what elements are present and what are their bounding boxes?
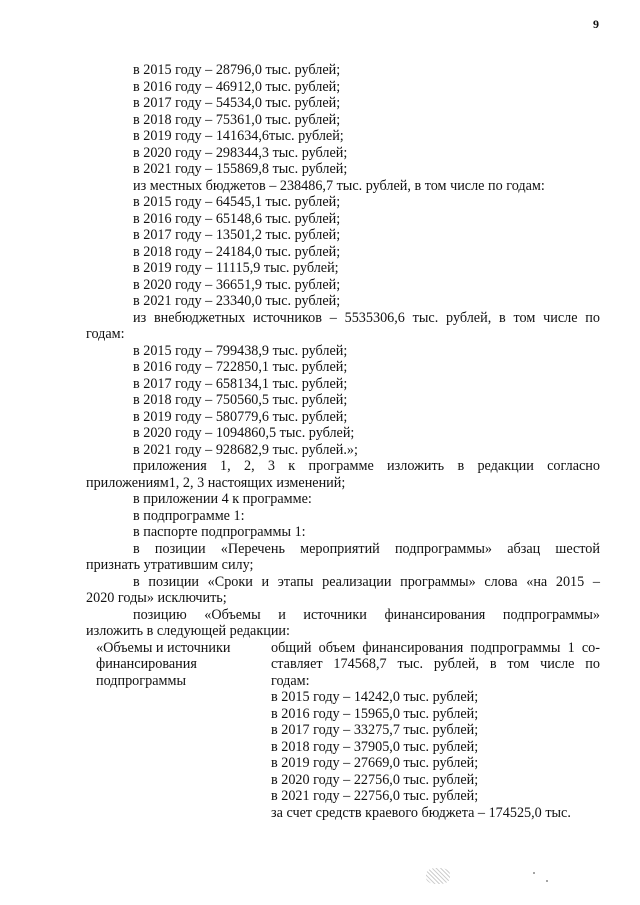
list-item: в 2018 году – 37905,0 тыс. рублей; bbox=[271, 738, 479, 755]
list-item: в 2015 году – 64545,1 тыс. рублей; bbox=[133, 194, 341, 210]
table-label-line: подпрограммы bbox=[96, 672, 186, 689]
list-item: в 2017 году – 658134,1 тыс. рублей; bbox=[133, 375, 348, 392]
list-item: в 2015 году – 14242,0 тыс. рублей; bbox=[271, 689, 479, 705]
scan-dot bbox=[546, 880, 548, 882]
list-item: в 2015 году – 799438,9 тыс. рублей; bbox=[133, 342, 348, 359]
list-item: в 2021 году – 23340,0 тыс. рублей; bbox=[133, 293, 341, 309]
list-item: в 2019 году – 580779,6 тыс. рублей; bbox=[133, 408, 348, 425]
table-label-line: финансирования bbox=[96, 656, 197, 672]
measures-paragraph-continued: признать утратившим силу; bbox=[86, 557, 254, 573]
scan-smudge bbox=[426, 868, 450, 884]
list-item: в 2016 году – 15965,0 тыс. рублей; bbox=[271, 705, 479, 722]
extrabudget-header-continued: годам: bbox=[86, 326, 125, 342]
scan-dot bbox=[533, 872, 535, 874]
funding-table-value bbox=[271, 640, 600, 822]
passport-paragraph: в паспорте подпрограммы 1: bbox=[133, 524, 306, 540]
local-budget-header: из местных бюджетов – 238486,7 тыс. рублей, в том числе по годам: bbox=[133, 177, 545, 194]
page-number: 9 bbox=[593, 17, 599, 31]
table-label-line: «Объемы и источники bbox=[96, 639, 231, 656]
list-item: в 2016 году – 46912,0 тыс. рублей; bbox=[133, 78, 341, 95]
list-item: в 2017 году – 54534,0 тыс. рублей; bbox=[133, 95, 341, 111]
list-item: в 2020 году – 298344,3 тыс. рублей; bbox=[133, 144, 348, 161]
terms-paragraph-continued: 2020 годы» исключить; bbox=[86, 590, 227, 606]
funding-table-label bbox=[86, 640, 271, 822]
table-total-line: общий объем финансирования подпрограммы 1 со- bbox=[271, 639, 600, 656]
list-item: в 2021 году – 22756,0 тыс. рублей; bbox=[271, 788, 479, 804]
extrabudget-header: из внебюджетных источников – 5535306,6 тыс. рублей, в том числе по bbox=[133, 309, 600, 326]
volumes-paragraph: позицию «Объемы и источники финансирования подпрограммы» bbox=[133, 606, 600, 623]
regional-budget-list bbox=[86, 62, 600, 178]
document-body bbox=[86, 62, 600, 821]
list-item: в 2018 году – 24184,0 тыс. рублей; bbox=[133, 243, 341, 260]
list-item: в 2015 году – 28796,0 тыс. рублей; bbox=[133, 62, 341, 78]
appendix4-paragraph: в приложении 4 к программе: bbox=[133, 491, 312, 507]
list-item: в 2019 году – 141634,6тыс. рублей; bbox=[133, 128, 344, 144]
local-budget-list bbox=[86, 194, 600, 310]
list-item: в 2017 году – 33275,7 тыс. рублей; bbox=[271, 722, 479, 738]
list-item: в 2017 году – 13501,2 тыс. рублей; bbox=[133, 227, 341, 243]
list-item: в 2018 году – 750560,5 тыс. рублей; bbox=[133, 392, 348, 408]
appendix-paragraph: приложения 1, 2, 3 к программе изложить в редакции согласно bbox=[133, 458, 600, 474]
list-item: в 2016 году – 722850,1 тыс. рублей; bbox=[133, 359, 348, 375]
list-item: в 2019 году – 11115,9 тыс. рублей; bbox=[133, 260, 339, 276]
list-item: в 2018 году – 75361,0 тыс. рублей; bbox=[133, 111, 341, 128]
funding-table bbox=[86, 640, 600, 822]
list-item: в 2021 году – 155869,8 тыс. рублей; bbox=[133, 161, 348, 177]
appendix-paragraph-continued: приложениям1, 2, 3 настоящих изменений; bbox=[86, 474, 346, 491]
table-total-line: годам: bbox=[271, 672, 310, 689]
list-item: в 2020 году – 36651,9 тыс. рублей; bbox=[133, 276, 341, 293]
table-total-line: ставляет 174568,7 тыс. рублей, в том числе по bbox=[271, 656, 600, 672]
list-item: в 2020 году – 1094860,5 тыс. рублей; bbox=[133, 425, 355, 441]
volumes-paragraph-continued: изложить в следующей редакции: bbox=[86, 623, 290, 639]
list-item: в 2021 году – 928682,9 тыс. рублей.»; bbox=[133, 441, 358, 458]
extrabudget-list bbox=[86, 343, 600, 459]
regional-total-line: за счет средств краевого бюджета – 174525,0 тыс. bbox=[271, 804, 571, 821]
measures-paragraph: в позиции «Перечень мероприятий подпрограммы» абзац шестой bbox=[133, 540, 600, 557]
list-item: в 2016 году – 65148,6 тыс. рублей; bbox=[133, 210, 341, 227]
terms-paragraph: в позиции «Сроки и этапы реализации программы» слова «на 2015 – bbox=[133, 573, 600, 590]
list-item: в 2019 году – 27669,0 тыс. рублей; bbox=[271, 755, 479, 771]
list-item: в 2020 году – 22756,0 тыс. рублей; bbox=[271, 771, 479, 788]
subprogram1-paragraph: в подпрограмме 1: bbox=[133, 507, 245, 524]
